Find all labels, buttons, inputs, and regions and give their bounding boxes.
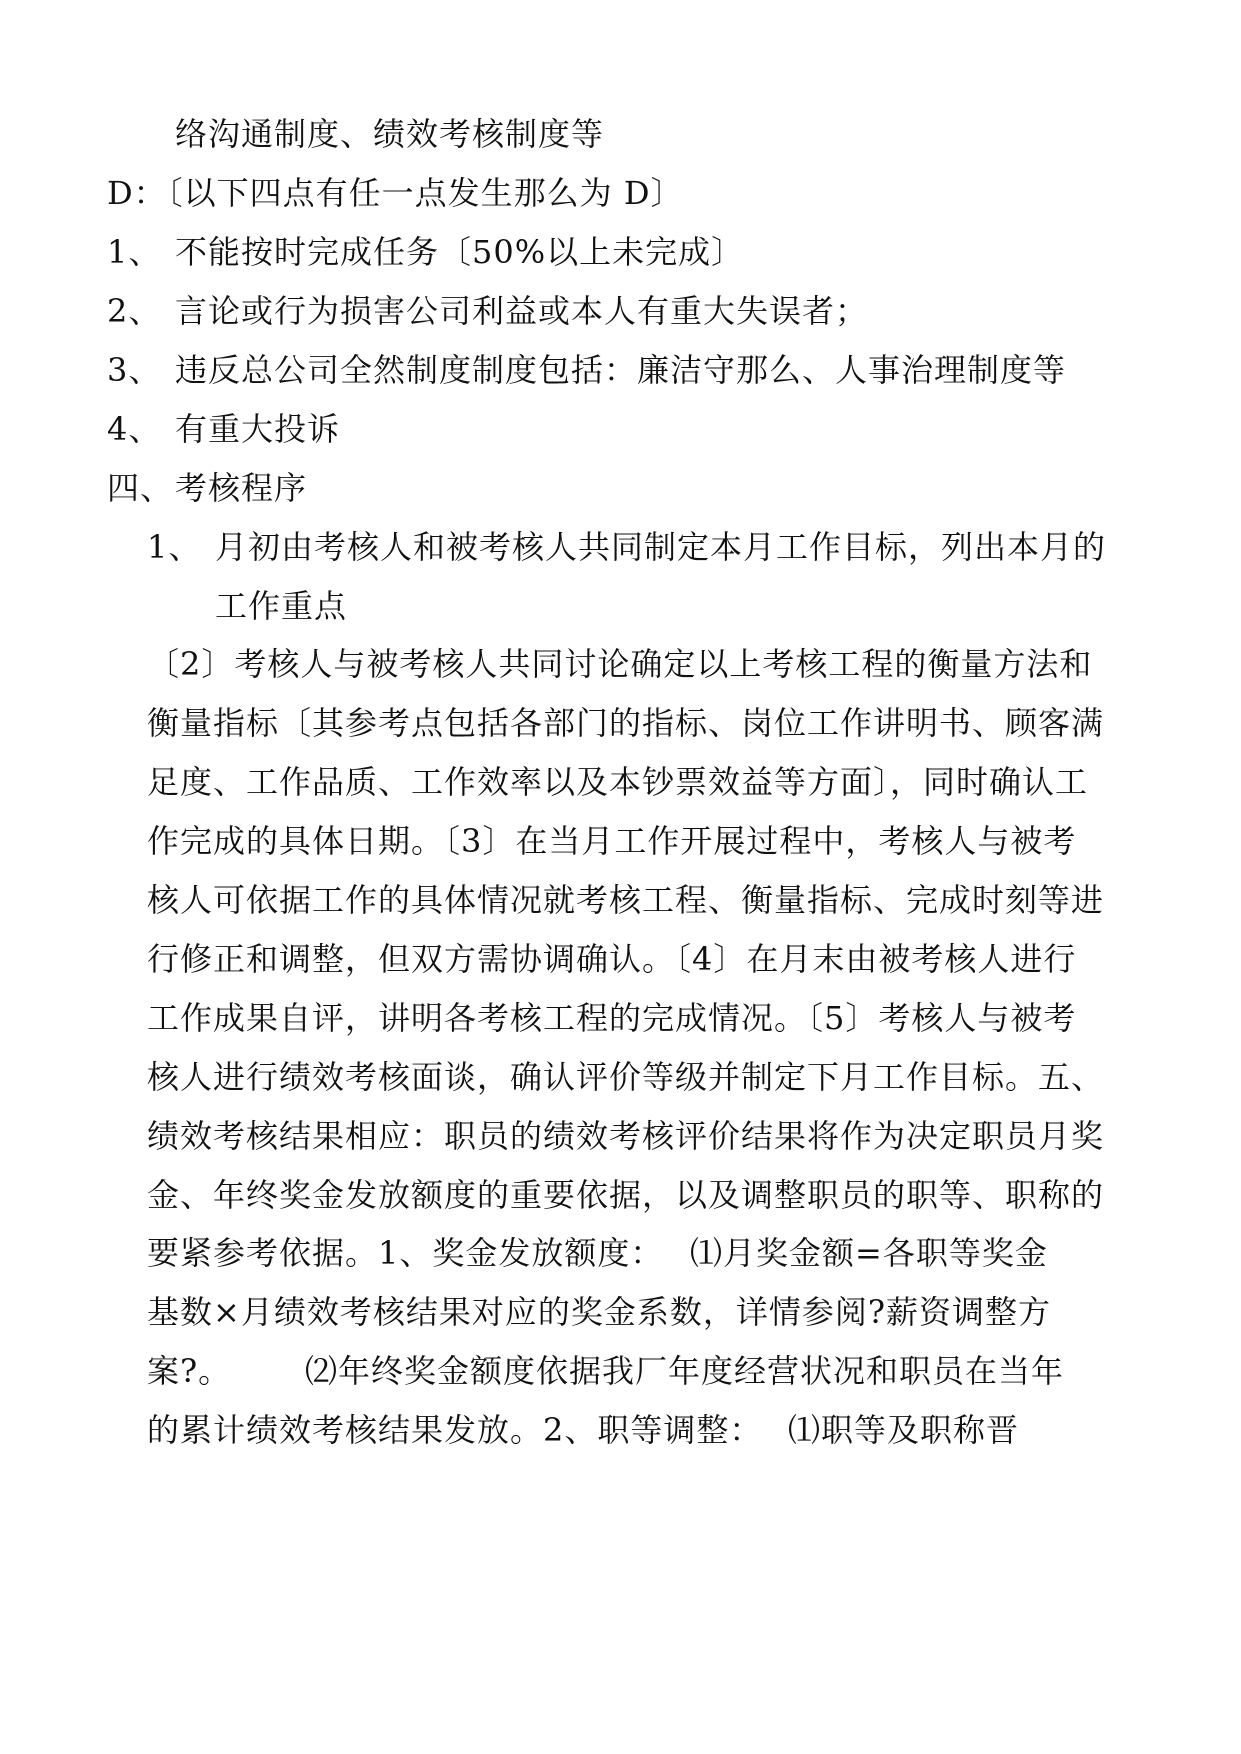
paragraph-line-segment: ⑵年终奖金额度依据我厂年度经营状况和职员在当年 bbox=[305, 1352, 1065, 1390]
list-number-2: 2、 bbox=[107, 292, 162, 330]
procedure-item-1-cont: 工作重点 bbox=[215, 587, 348, 625]
paragraph-line: 核人进行绩效考核面谈，确认评价等级并制定下月工作目标。五、 bbox=[147, 1058, 1105, 1096]
paragraph-line: 绩效考核结果相应：职员的绩效考核评价结果将作为决定职员月奖 bbox=[147, 1117, 1105, 1155]
paragraph-line-segment: ⑴月奖金额=各职等奖金 bbox=[690, 1234, 1048, 1272]
text-line-continuation: 络沟通制度、绩效考核制度等 bbox=[175, 115, 605, 153]
paragraph-line: 基数×月绩效考核结果对应的奖金系数，详情参阅?薪资调整方 bbox=[147, 1293, 1051, 1331]
paragraph-line-segment: ⑴职等及职称晋 bbox=[788, 1411, 1020, 1449]
procedure-number-1: 1、 bbox=[147, 528, 202, 566]
list-item-4: 有重大投诉 bbox=[175, 410, 341, 448]
list-item-3: 违反总公司全然制度制度包括：廉洁守那么、人事治理制度等 bbox=[175, 351, 1067, 389]
list-number-3: 3、 bbox=[107, 351, 162, 389]
paragraph-line: 足度、工作品质、工作效率以及本钞票效益等方面〕，同时确认工 bbox=[147, 763, 1089, 801]
paragraph-line: 行修正和调整，但双方需协调确认。〔4〕在月末由被考核人进行 bbox=[147, 940, 1077, 978]
paragraph-line: 衡量指标〔其参考点包括各部门的指标、岗位工作讲明书、顾客满 bbox=[147, 704, 1105, 742]
list-number-1: 1、 bbox=[107, 233, 162, 271]
section-title-assessment-procedure: 考核程序 bbox=[175, 469, 308, 507]
paragraph-line: 工作成果自评，讲明各考核工程的完成情况。〔5〕考核人与被考 bbox=[147, 999, 1077, 1037]
paragraph-line: 〔2〕考核人与被考核人共同讨论确定以上考核工程的衡量方法和 bbox=[147, 645, 1093, 683]
section-number-four: 四、 bbox=[107, 469, 174, 507]
paragraph-line: 核人可依据工作的具体情况就考核工程、衡量指标、完成时刻等进 bbox=[147, 881, 1105, 919]
paragraph-line: 作完成的具体日期。〔3〕在当月工作开展过程中，考核人与被考 bbox=[147, 822, 1077, 860]
list-number-4: 4、 bbox=[107, 410, 162, 448]
paragraph-line: 要紧参考依据。1、奖金发放额度： bbox=[147, 1234, 664, 1272]
text-line-d-heading: D：〔以下四点有任一点发生那么为 D〕 bbox=[107, 174, 684, 212]
paragraph-line: 案?。 bbox=[147, 1352, 232, 1390]
paragraph-line: 的累计绩效考核结果发放。2、职等调整： bbox=[147, 1411, 763, 1449]
list-item-2: 言论或行为损害公司利益或本人有重大失误者； bbox=[175, 292, 869, 330]
list-item-1: 不能按时完成任务〔50%以上未完成〕 bbox=[175, 233, 745, 271]
paragraph-line: 金、年终奖金发放额度的重要依据，以及调整职员的职等、职称的 bbox=[147, 1176, 1105, 1214]
procedure-item-1: 月初由考核人和被考核人共同制定本月工作目标，列出本月的 bbox=[215, 528, 1107, 566]
